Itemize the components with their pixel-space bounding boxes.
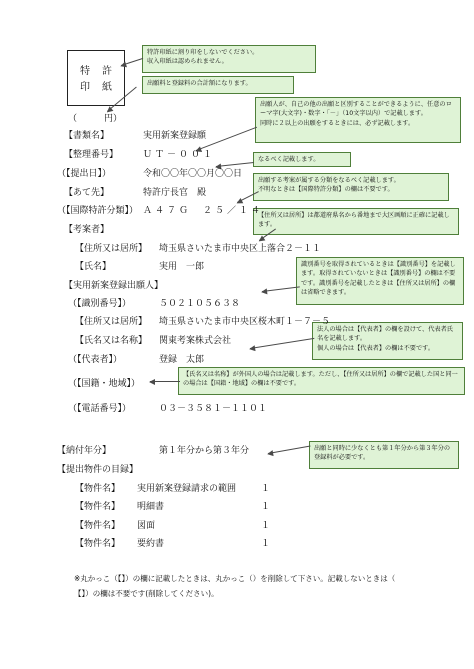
note-id-number: 識別番号を取得されているときは【識別番号】を記載します。取得されていないときは【識別番号】の欄は不要です。識別番号を記載したときは【住所又は居所】の欄は省略できます。 — [296, 257, 464, 305]
item-value: 要約書 — [137, 539, 165, 549]
value-applicant-name: 関東考案株式会社 — [159, 336, 232, 346]
value-id-number: ５０２１０５６３８ — [159, 299, 241, 309]
value-date: 令和〇〇年〇〇月〇〇日 — [143, 169, 243, 179]
label-id-number: （【識別番号】） — [68, 299, 132, 309]
note-nationality: 【氏名又は名称】が外国人の場合は記載します。ただし、【住所又は居所】の欄で記載した国と同一の場合は【国籍・地域】の欄は不要です。 — [178, 367, 465, 395]
label-item-list: 【提出物件の目録】 — [57, 465, 139, 475]
item-count: １ — [261, 502, 271, 512]
stamp-line-1: 特 許 — [80, 66, 113, 77]
fee-amount: （ 円） — [68, 114, 123, 124]
label-ref-no: 【整理番号】 — [64, 150, 119, 160]
value-applicant-address: 埼玉県さいたま市中央区桜木町１－７－５ — [159, 317, 331, 327]
note-payment: 出願と同時に少なくとも第１年分から第３年分の登録料が必要です。 — [309, 441, 459, 469]
label-payment: 【納付年分】 — [57, 446, 112, 456]
label-inventor: 【考案者】 — [64, 225, 110, 235]
value-representative: 登録 太郎 — [159, 355, 205, 365]
label-doc-name: 【書類名】 — [64, 131, 110, 141]
item-label: 【物件名】 — [75, 484, 121, 494]
item-count: １ — [261, 539, 271, 549]
stamp-line-2: 印 紙 — [80, 82, 113, 93]
label-representative: （【代表者】） — [68, 355, 123, 365]
arrow-representative — [250, 338, 314, 349]
arrow-payment — [268, 446, 311, 454]
label-destination: 【あて先】 — [64, 188, 110, 198]
value-inventor-name: 実用 一郎 — [159, 262, 205, 272]
item-label: 【物件名】 — [75, 539, 121, 549]
item-label: 【物件名】 — [75, 521, 121, 531]
label-applicant-name: 【氏名又は名称】 — [75, 336, 148, 346]
item-value: 明細書 — [137, 502, 165, 512]
arrow-nationality — [150, 381, 180, 382]
label-ipc: （【国際特許分類】） — [57, 206, 139, 216]
note-fee: 出願料と登録料の合計額になります。 — [142, 76, 294, 94]
value-doc-name: 実用新案登録願 — [143, 131, 207, 141]
item-value: 図面 — [137, 521, 156, 531]
label-inventor-name: 【氏名】 — [75, 262, 112, 272]
value-payment: 第１年分から第３年分 — [159, 446, 250, 456]
item-count: １ — [261, 484, 271, 494]
note-date: なるべく記載します。 — [253, 152, 351, 167]
note-representative: 法人の場合は【代表者】の欄を設けて、代表者氏名を記載します。 個人の場合は【代表者】の欄は不要です。 — [312, 322, 463, 360]
arrow-id-number — [262, 286, 300, 292]
note-ref-no: 出願人が、自己の他の出願と区別することができるように、任意のローマ字(大文字)・数字・「－」（10文字以内）で記載します。 同時に２以上の出願をするときには、必ず記載します。 — [255, 97, 461, 143]
label-applicant-address: 【住所又は居所】 — [75, 317, 148, 327]
value-destination: 特許庁長官 殿 — [143, 188, 207, 198]
note-ipc: 出願する考案が属する分類をなるべく記載します。 不明なときは【国際特許分類】の欄は不要です。 — [253, 173, 449, 201]
item-count: １ — [261, 521, 271, 531]
label-telephone: （【電話番号】） — [68, 404, 132, 414]
label-inventor-address: 【住所又は居所】 — [75, 244, 148, 254]
label-applicant: 【実用新案登録出願人】 — [64, 281, 164, 291]
value-telephone: ０３－３５８１－１１０１ — [159, 404, 268, 414]
footnote-line-2: 【】）の欄は不要です(削除してください)。 — [74, 589, 219, 598]
footnote-line-1: ※丸かっこ（【】）の欄に記載したときは、丸かっこ（）を削除して下さい。記載しないときは（ — [74, 574, 396, 583]
value-ref-no: ＵＴ－００１ — [143, 150, 216, 160]
value-inventor-address: 埼玉県さいたま市中央区上落合２－１１ — [159, 244, 322, 254]
label-nationality: （【国籍・地域】） — [68, 379, 141, 389]
value-ipc: Ａ４７Ｇ ２５／１４ — [143, 206, 264, 216]
item-label: 【物件名】 — [75, 502, 121, 512]
label-date: （【提出日】） — [57, 169, 112, 179]
item-value: 実用新案登録請求の範囲 — [137, 484, 237, 494]
stamp-box — [67, 50, 125, 106]
note-stamp: 特許印紙に割り印をしないでください。 収入印紙は認められません。 — [142, 45, 316, 73]
note-address: 【住所又は居所】は都道府県名から番地まで大区画順に正確に記載します。 — [253, 208, 459, 235]
